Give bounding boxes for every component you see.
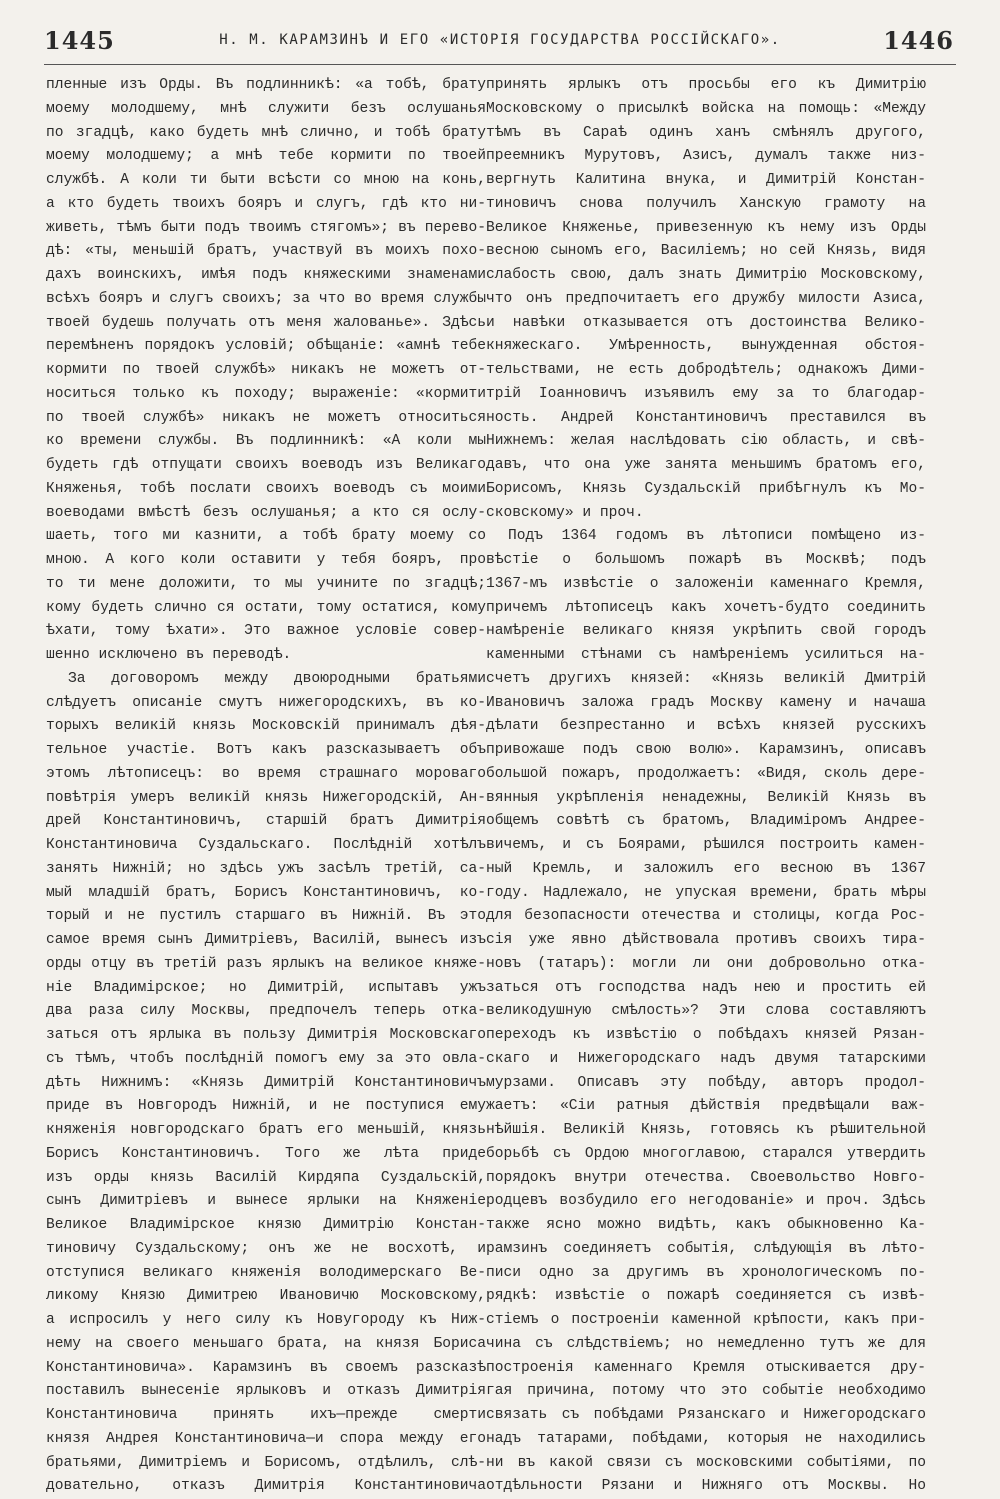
header-rule xyxy=(44,64,956,65)
text-line: шаеть, того ми казнити, а тобѣ брату моему со xyxy=(46,528,486,545)
text-line: приде въ Новгородъ Нижній, и не поступися ему xyxy=(46,1098,486,1115)
text-line: воеводами вмѣстѣ безъ ослушанья; а кто ся ослу- xyxy=(46,504,486,521)
text-line: кормити по твоей службѣ» никакъ не можетъ от- xyxy=(46,362,486,378)
text-line: живеть, тѣмъ быти подъ твоимъ стягомъ»; въ перево- xyxy=(46,219,486,236)
text-line: довательно, отказъ Димитрія Константиновича xyxy=(46,1478,486,1495)
text-line: давъ, что она уже занята меньшимъ братомъ его, xyxy=(486,457,926,473)
text-line: то ти мене доложити, то мы учините по згадцѣ; xyxy=(46,575,486,592)
text-line: моему молодшему; а мнѣ тебе кормити по твоей xyxy=(46,148,486,165)
text-line: Константиновича Суздальскаго. Послѣдній хотѣлъ xyxy=(46,837,486,853)
text-line: каменными стѣнами съ намѣреніемъ усилиться на- xyxy=(486,647,926,663)
text-line: для безопасности отечества и столицы, когда Рос- xyxy=(486,908,926,925)
text-line: два раза силу Москвы, предпочелъ теперь отка- xyxy=(46,1003,486,1020)
text-line: дахъ воинскихъ, имѣя подъ княжескими знаменами xyxy=(46,267,486,283)
text-line: дѣть Нижнимъ: «Князь Димитрій Константиновичъ xyxy=(46,1074,486,1091)
text-line: принять ярлыкъ отъ просьбы его къ Димитрію xyxy=(486,77,926,93)
text-line: родцевъ возбудило его негодованіе» и проч. Здѣсь xyxy=(486,1193,926,1210)
text-line: борьбѣ съ Ордою многоглавою, старался утвердить xyxy=(486,1145,926,1162)
text-line: отступися великаго княженія володимерскаго Ве- xyxy=(46,1264,486,1281)
text-line: заться отъ ярлыка въ пользу Димитрія Московскаго xyxy=(46,1027,486,1043)
text-line: рамзинъ соединяетъ событія, слѣдующія въ лѣто- xyxy=(486,1240,926,1257)
text-line: великодушную смѣлость»? Эти слова составляютъ xyxy=(486,1003,926,1020)
text-line: За договоромъ между двоюродными братьями xyxy=(68,670,486,687)
text-line: нему на своего меньшаго брата, на князя Бориса xyxy=(46,1335,486,1352)
text-line: а кто будеть твоихъ бояръ и слугъ, гдѣ кто ни- xyxy=(46,195,486,212)
text-line: ный Кремль, и заложилъ его весною въ 1367 xyxy=(486,860,926,877)
text-line: дрей Константиновичъ, старшій братъ Димитрія xyxy=(46,813,486,830)
text-line: году. Надлежало, не упуская времени, брать мѣры xyxy=(486,884,926,901)
text-line: слабость свою, далъ знать Димитрію Московскому, xyxy=(486,267,926,283)
text-line: гая причина, потому что это событіе необходимо xyxy=(486,1383,926,1400)
text-line: общемъ совѣтѣ съ братомъ, Владиміромъ Андрее- xyxy=(486,813,926,830)
text-line: новъ (татаръ): могли ли они добровольно отка- xyxy=(486,955,926,972)
text-line: ѣхати, тому ѣхати». Это важное условіе совер- xyxy=(46,623,486,640)
text-line: носиться только къ походу; выраженіе: «кормити xyxy=(46,385,486,402)
text-line: повѣтрія умеръ великій князь Нижегородскій, Ан- xyxy=(46,789,486,806)
text-line: намѣреніе великаго князя укрѣпить свой городъ xyxy=(486,623,926,640)
text-line: этомъ лѣтописецъ: во время страшнаго мороваго xyxy=(46,765,486,782)
text-line: самое время сынъ Димитріевъ, Василій, вынесъ изъ xyxy=(46,932,486,948)
text-line: перемѣненъ порядокъ условій; обѣщаніе: «амнѣ тебе xyxy=(46,338,486,355)
text-line: поставилъ вынесеніе ярлыковъ и отказъ Димитрія xyxy=(46,1383,486,1400)
text-line: привожаше подъ свою волю». Карамзинъ, описавъ xyxy=(486,742,926,758)
text-line: Московскому о присылкѣ войска на помощь: «Между xyxy=(486,100,926,117)
text-line: большой пожаръ, продолжаетъ: «Видя, сколь дере- xyxy=(486,765,926,782)
text-line: мурзами. Описавъ эту побѣду, авторъ продол- xyxy=(486,1074,926,1091)
running-title: Н. М. КАРАМЗИНЪ И ЕГО «ИСТОРІЯ ГОСУДАРСТВА РОССІЙСКАГО». xyxy=(219,32,781,48)
text-line: заться отъ господства надъ нею и простить ей xyxy=(486,979,926,996)
text-line: тѣмъ въ Сараѣ одинъ ханъ смѣнялъ другого, xyxy=(486,124,926,141)
text-line: по твоей службѣ» никакъ не можетъ относиться xyxy=(46,409,486,426)
text-line: Константиновича принять ихъ—прежде смерти xyxy=(46,1407,486,1423)
text-line: Нижнемъ: желая наслѣдовать сію область, и свѣ- xyxy=(486,433,926,450)
text-line: Великое Владимірское князю Димитрію Констан- xyxy=(46,1217,486,1233)
text-line: будеть гдѣ отпущати своихъ воеводъ изъ Великаго xyxy=(46,457,486,473)
text-line: княжескаго. Умѣренность, вынужденная обстоя- xyxy=(486,338,926,355)
text-line: занять Нижній; но здѣсь ужъ засѣлъ третій, са- xyxy=(46,860,486,877)
text-line: дѣлати безпрестанно и всѣхъ князей русскихъ xyxy=(486,718,926,735)
text-line: торый и не пустилъ старшаго въ Нижній. Въ это xyxy=(46,908,486,925)
text-line: мною. А кого коли оставити у тебя бояръ, про xyxy=(46,552,486,568)
right-column xyxy=(486,74,926,1499)
text-line: тельствами, не есть добродѣтель; однакожъ Дими- xyxy=(486,362,926,378)
text-line: всѣхъ бояръ и слугъ своихъ; за что во время службы xyxy=(46,290,486,307)
text-line: ни въ какой связи съ московскими событіями, по xyxy=(486,1454,926,1471)
text-line: рядкѣ: извѣстіе о пожарѣ соединяется съ извѣ- xyxy=(486,1288,926,1305)
left-column xyxy=(46,74,486,1499)
text-line: тельное участіе. Вотъ какъ разсказываетъ объ xyxy=(46,742,486,758)
text-line: 1367-мъ извѣстіе о заложеніи каменнаго Кремля, xyxy=(486,575,926,592)
text-line: построенія каменнаго Кремля отыскивается дру- xyxy=(486,1359,926,1376)
text-line: братьями, Димитріемъ и Борисомъ, отдѣлилъ, слѣ- xyxy=(46,1454,486,1471)
text-line: сія уже явно дѣйствовала противъ своихъ тира- xyxy=(486,932,926,948)
text-line: вичемъ, и съ Боярами, рѣшился построить камен- xyxy=(486,837,926,853)
text-line: отдѣльности Рязани и Нижняго отъ Москвы. Но xyxy=(486,1478,926,1495)
page-header xyxy=(0,26,1000,66)
text-line: что онъ предпочитаетъ его дружбу милости Азиса, xyxy=(486,290,926,307)
text-line: счетъ другихъ князей: «Князь великій Дмитрій xyxy=(486,670,926,687)
text-line: и навѣки отказывается отъ достоинства Велико- xyxy=(486,314,926,331)
text-line: Подъ 1364 годомъ въ лѣтописи помѣщено из- xyxy=(508,528,926,545)
text-line: Ивановичъ заложа градъ Москву камену и начаша xyxy=(486,694,926,711)
text-line: а испросилъ у него силу къ Новугороду къ Ниж- xyxy=(46,1312,486,1328)
text-line: съ тѣмъ, чтобъ послѣдній помогъ ему за это овла- xyxy=(46,1050,486,1067)
text-line: вергнуть Калитина внука, и Димитрій Констан- xyxy=(486,172,926,188)
page-number-right: 1446 xyxy=(883,26,954,55)
text-line: дѣ: «ты, меньшій братъ, участвуй въ моихъ похо- xyxy=(46,243,486,260)
text-line: скаго и Нижегородскаго надъ двумя татарскими xyxy=(486,1050,926,1067)
text-line: пленные изъ Орды. Въ подлинникѣ: «а тобѣ, брату xyxy=(46,77,486,93)
text-line: надъ татарами, побѣдами, которыя не находились xyxy=(486,1430,926,1447)
text-line: связать съ побѣдами Рязанскаго и Нижегородскаго xyxy=(486,1407,926,1423)
text-line: сынъ Димитріевъ и вынесе ярлыки на Княженіе xyxy=(46,1193,486,1210)
text-line: вѣстіе о большомъ пожарѣ въ Москвѣ; подъ xyxy=(486,552,926,568)
text-line: шенно исключено въ переводѣ. xyxy=(46,647,292,663)
text-line: также ясно можно видѣть, какъ обыкновенно Ка- xyxy=(486,1217,926,1233)
text-line: Княженья, тобѣ послати своихъ воеводъ съ моими xyxy=(46,480,486,497)
text-line: переходъ къ извѣстію о побѣдахъ князей Рязан- xyxy=(486,1027,926,1043)
text-line: твоей будешь получать отъ меня жалованье». Здѣсь xyxy=(46,314,486,331)
text-line: ніе Владимірское; но Димитрій, испытавъ ужъ xyxy=(46,979,486,996)
page-number-left: 1445 xyxy=(44,26,115,55)
text-line: Борисъ Константиновичъ. Того же лѣта приде xyxy=(46,1145,486,1162)
text-line: жаетъ: «Сіи ратныя дѣйствія предвѣщали важ- xyxy=(486,1098,926,1115)
text-line: преемникъ Мурутовъ, Азисъ, думалъ также низ- xyxy=(486,148,926,165)
text-line: ность. Андрей Константиновичъ преставился въ xyxy=(486,409,926,426)
text-line: чина съ слѣдствіемъ; но немедленно тутъ же для xyxy=(486,1335,926,1352)
text-line: кому будеть слично ся остати, тому остатися, кому xyxy=(46,599,486,616)
text-line: мый младшій братъ, Борисъ Константиновичъ, ко- xyxy=(46,884,486,901)
text-line: тиновичу Суздальскому; онъ же не восхотѣ, и xyxy=(46,1240,486,1257)
text-line: стіемъ о построеніи каменной крѣпости, какъ при- xyxy=(486,1312,926,1328)
text-line: вянныя укрѣпленія ненадежны, Великій Князь въ xyxy=(486,789,926,806)
text-line: Борисомъ, Князь Суздальскій прибѣгнулъ къ Мо- xyxy=(486,480,926,497)
text-line: слѣдуетъ описаніе смутъ нижегородскихъ, въ ко- xyxy=(46,694,486,711)
text-line: ликому Князю Димитрею Ивановичю Московскому, xyxy=(46,1288,486,1305)
text-line: Константиновича». Карамзинъ въ своемъ разсказѣ xyxy=(46,1359,486,1376)
text-line: моему молодшему, мнѣ служити безъ ослушанья xyxy=(46,100,486,117)
text-line: по згадцѣ, како будеть мнѣ слично, и тобѣ брату xyxy=(46,124,486,141)
text-line: писи одно за другимъ въ хронологическомъ по- xyxy=(486,1264,926,1281)
text-line: торыхъ великій князь Московскій принималъ дѣя- xyxy=(46,718,486,735)
text-line: княженія новгородскаго братъ его меньшій, князь xyxy=(46,1122,486,1138)
text-line: ко времени службы. Въ подлинникѣ: «А коли мы xyxy=(46,433,486,450)
text-line: князя Андрея Константиновича—и спора между его xyxy=(46,1430,486,1447)
text-line: изъ орды князь Василій Кирдяпа Суздальскій, xyxy=(46,1169,486,1186)
text-line: порядокъ внутри отечества. Своевольство Новго- xyxy=(486,1169,926,1186)
text-line: причемъ лѣтописецъ какъ хочетъ-будто соединить xyxy=(486,599,926,616)
text-line: службѣ. А коли ти быти всѣсти со мною на конь, xyxy=(46,172,486,188)
text-line: трій Іоанновичъ изъявилъ ему за то благодар- xyxy=(486,385,926,402)
text-line: сковскому» и проч. xyxy=(486,504,644,521)
text-line: тиновичъ снова получилъ Ханскую грамоту на xyxy=(486,195,926,212)
text-line: Великое Княженье, привезенную къ нему изъ Орды xyxy=(486,219,926,236)
text-line: орды отцу въ третій разъ ярлыкъ на великое княже- xyxy=(46,955,486,972)
text-line: весною сыномъ его, Василіемъ; но сей Князь, видя xyxy=(486,243,926,260)
text-line: нѣйшія. Великій Князь, готовясь къ рѣшительной xyxy=(486,1122,926,1138)
